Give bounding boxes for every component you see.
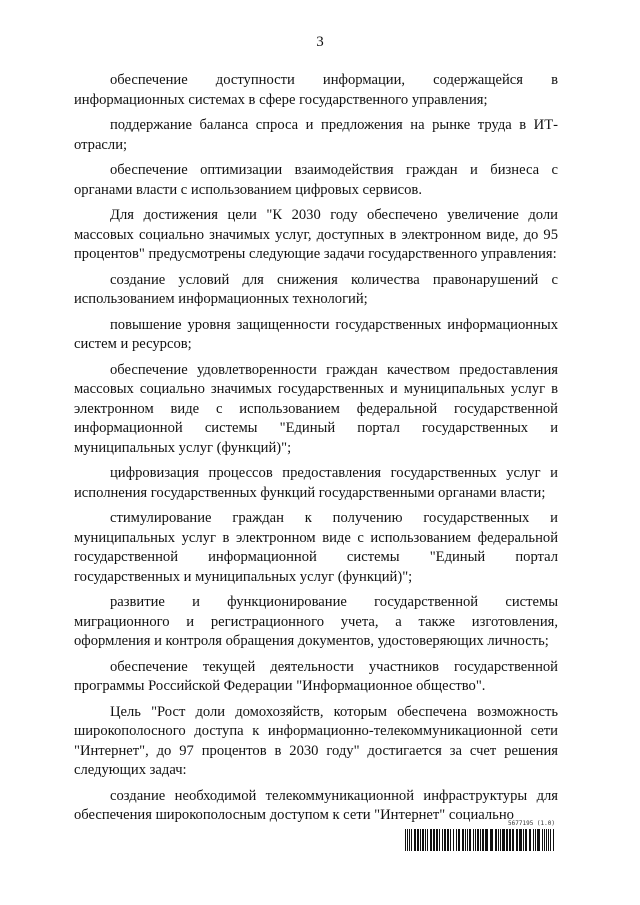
barcode-bar — [537, 829, 540, 851]
barcode-bar — [430, 829, 432, 851]
paragraph: Для достижения цели "К 2030 году обеспечено увеличение доли массовых социально значимых услуг, доступных в электронном виде, до 95 процентов" предусмотрены следующие задачи государственного управления: — [74, 207, 558, 262]
paragraph: создание необходимой телекоммуникационной инфраструктуры для обеспечения широкополосным доступом к сети "Интернет" социально — [74, 787, 558, 823]
paragraph: развитие и функционирование государственной системы миграционного и регистрационного учета, а также изготовления, оформления и контроля обращения документов, удостоверяющих личность; — [74, 594, 558, 649]
barcode-bar — [548, 829, 549, 851]
barcode-bar — [512, 829, 514, 851]
barcode-bar — [469, 829, 471, 851]
barcode-bar — [506, 829, 508, 851]
barcode-bar — [411, 829, 412, 851]
barcode-bar — [495, 829, 497, 851]
barcode-bar — [544, 829, 545, 851]
barcode-bar — [500, 829, 501, 851]
barcode-bar — [550, 829, 551, 851]
barcode-bar — [523, 829, 524, 851]
paragraph: стимулирование граждан к получению государственных и муниципальных услуг в электронном виде с использованием федеральной государственной информационной системы "Единый портал государственных и муниципальных услуг (функций)"; — [74, 510, 558, 585]
barcode-bar — [475, 829, 476, 851]
barcode-bar — [450, 829, 451, 851]
barcode-bar — [498, 829, 499, 851]
paragraph: обеспечение текущей деятельности участников государственной программы Российской Федерации "Информационное общество". — [74, 658, 558, 694]
paragraph: цифровизация процессов предоставления государственных услуг и исполнения государственных функций государственными органами власти; — [74, 465, 558, 501]
barcode-bar — [473, 829, 474, 851]
barcode-bar — [407, 829, 408, 851]
barcode-bar — [535, 829, 536, 851]
barcode-bar — [465, 829, 466, 851]
page-number: 3 — [316, 34, 324, 50]
barcode-bar — [453, 829, 454, 851]
barcode-bar — [414, 829, 416, 851]
paragraph: обеспечение доступности информации, содержащейся в информационных системах в сфере государственного управления; — [74, 72, 558, 108]
barcode-bar — [420, 829, 421, 851]
barcode-bar — [433, 829, 435, 851]
barcode-bar — [444, 829, 446, 851]
barcode-bar — [409, 829, 410, 851]
barcode-bar — [529, 829, 531, 851]
barcode-bar — [436, 829, 438, 851]
barcode-bar — [458, 829, 460, 851]
barcode-bar — [467, 829, 468, 851]
barcode-bar — [482, 829, 484, 851]
barcode-bar — [425, 829, 426, 851]
barcode-bar — [525, 829, 527, 851]
barcode-bar — [485, 829, 488, 851]
barcode-bar — [516, 829, 518, 851]
barcode-bar — [553, 829, 554, 851]
paragraph: поддержание баланса спроса и предложения на рынке труда в ИТ-отрасли; — [74, 117, 558, 153]
barcode-bar — [422, 829, 424, 851]
paragraph: Цель "Рост доли домохозяйств, которым обеспечена возможность широкополосного доступа к информационно-телекоммуникационной сети "Интернет", до 97 процентов в 2030 году" достигается за счет решения следующих задач: — [74, 703, 558, 778]
document-body — [74, 71, 558, 832]
paragraph: обеспечение оптимизации взаимодействия граждан и бизнеса с органами власти с использованием цифровых сервисов. — [74, 162, 558, 198]
document-code: 5677195 (1.0) — [508, 820, 555, 827]
barcode-bar — [480, 829, 481, 851]
barcode-bar — [509, 829, 511, 851]
barcode-bar — [462, 829, 464, 851]
document-footer — [405, 820, 565, 851]
barcode-bar — [490, 829, 493, 851]
barcode-bar — [442, 829, 443, 851]
barcode-bar — [439, 829, 440, 851]
barcode-bar — [477, 829, 479, 851]
barcode-icon — [405, 829, 555, 851]
barcode-bar — [405, 829, 406, 851]
barcode-bar — [417, 829, 419, 851]
paragraph: обеспечение удовлетворенности граждан качеством предоставления массовых социально значимых государственных и муниципальных услуг в электронном виде с использованием федеральной государственной информационной системы "Единый портал государственных и муниципальных услуг (функций)"; — [74, 361, 558, 456]
barcode-bar — [427, 829, 428, 851]
barcode-bar — [447, 829, 449, 851]
barcode-bar — [546, 829, 547, 851]
barcode-bar — [519, 829, 522, 851]
barcode-bar — [533, 829, 534, 851]
barcode-bar — [542, 829, 543, 851]
barcode-bar — [456, 829, 457, 851]
paragraph: повышение уровня защищенности государственных информационных систем и ресурсов; — [74, 316, 558, 352]
paragraph: создание условий для снижения количества правонарушений с использованием информационных технологий; — [74, 271, 558, 307]
barcode-bar — [502, 829, 505, 851]
